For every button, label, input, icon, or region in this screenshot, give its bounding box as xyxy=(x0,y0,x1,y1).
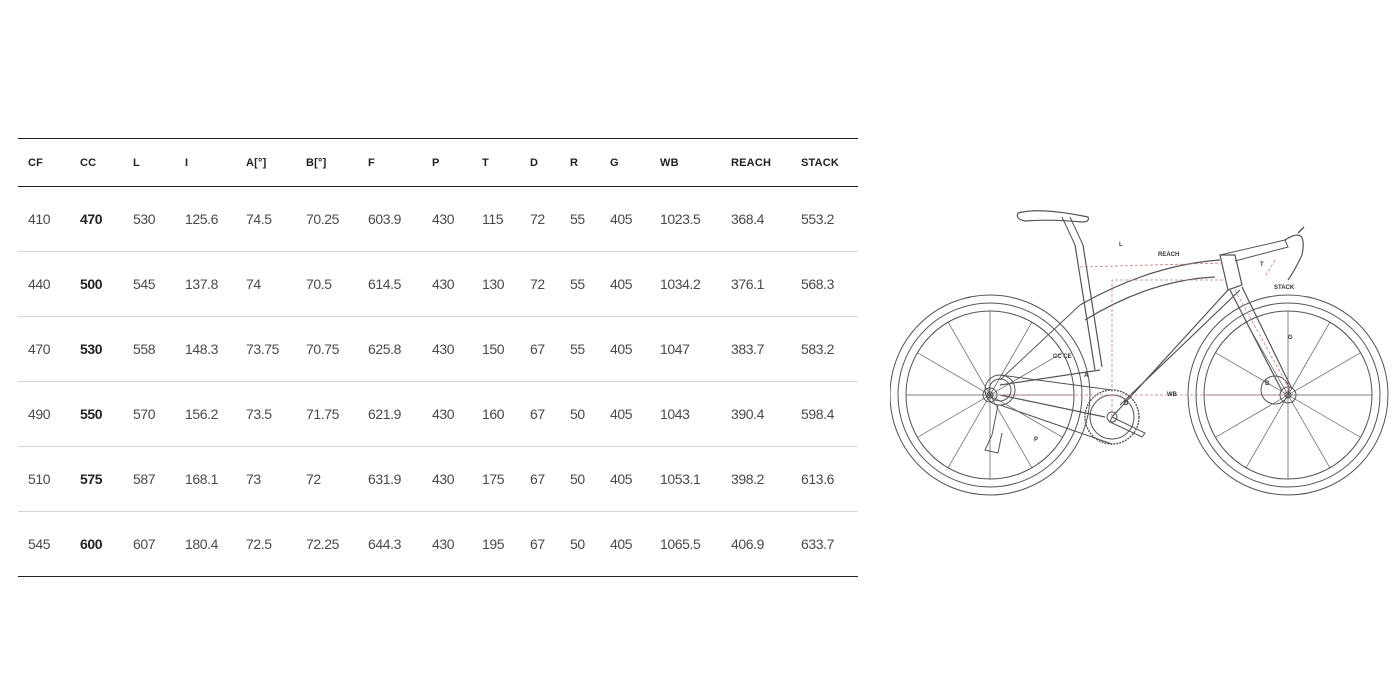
table-cell: 553.2 xyxy=(801,211,835,227)
label-p: P xyxy=(1034,437,1039,443)
label-g: G xyxy=(1288,335,1293,341)
table-cell: 430 xyxy=(432,536,455,552)
table-cell: 148.3 xyxy=(185,341,219,357)
table-row xyxy=(18,382,858,447)
column-header-9: D xyxy=(530,156,539,169)
table-cell: 137.8 xyxy=(185,276,219,292)
label-cc-ce: CC CE xyxy=(1053,354,1072,360)
table-cell: 631.9 xyxy=(368,471,402,487)
table-cell: 175 xyxy=(482,471,505,487)
column-header-5: B[°] xyxy=(306,156,327,169)
table-cell: 603.9 xyxy=(368,211,402,227)
table-cell: 156.2 xyxy=(185,406,219,422)
table-cell: 406.9 xyxy=(731,536,765,552)
table-cell: 430 xyxy=(432,406,455,422)
table-cell: 376.1 xyxy=(731,276,765,292)
bike-geometry-diagram xyxy=(890,195,1390,505)
table-cell: 621.9 xyxy=(368,406,402,422)
table-cell: 55 xyxy=(570,211,585,227)
label-d: D xyxy=(1124,401,1129,407)
label-stack: STACK xyxy=(1274,285,1295,291)
table-cell: 50 xyxy=(570,471,585,487)
table-cell: 1023.5 xyxy=(660,211,701,227)
table-cell: 71.75 xyxy=(306,406,340,422)
bike-drawing xyxy=(890,195,1390,505)
table-cell: 530 xyxy=(80,341,103,357)
table-cell: 73.5 xyxy=(246,406,272,422)
table-cell: 410 xyxy=(28,211,51,227)
table-cell: 545 xyxy=(133,276,156,292)
table-cell: 168.1 xyxy=(185,471,219,487)
table-cell: 70.25 xyxy=(306,211,340,227)
table-cell: 72 xyxy=(530,276,545,292)
table-cell: 72.5 xyxy=(246,536,272,552)
table-cell: 405 xyxy=(610,341,633,357)
table-cell: 430 xyxy=(432,276,455,292)
table-cell: 510 xyxy=(28,471,51,487)
table-cell: 600 xyxy=(80,536,103,552)
table-cell: 390.4 xyxy=(731,406,765,422)
table-cell: 405 xyxy=(610,406,633,422)
table-cell: 568.3 xyxy=(801,276,835,292)
table-header-row xyxy=(18,139,858,187)
table-cell: 614.5 xyxy=(368,276,402,292)
table-cell: 160 xyxy=(482,406,505,422)
column-header-4: A[°] xyxy=(246,156,267,169)
table-cell: 180.4 xyxy=(185,536,219,552)
column-header-1: CC xyxy=(80,156,97,169)
table-cell: 633.7 xyxy=(801,536,835,552)
table-cell: 72 xyxy=(530,211,545,227)
table-cell: 430 xyxy=(432,211,455,227)
table-cell: 368.4 xyxy=(731,211,765,227)
geometry-table-container xyxy=(18,138,858,577)
column-header-10: R xyxy=(570,156,579,169)
column-header-8: T xyxy=(482,156,489,169)
table-cell: 67 xyxy=(530,406,545,422)
table-cell: 470 xyxy=(80,211,103,227)
reach-line xyxy=(1080,263,1225,267)
table-cell: 1047 xyxy=(660,341,690,357)
label-wb: WB xyxy=(1167,392,1177,398)
table-cell: 115 xyxy=(482,211,504,227)
table-cell: 1065.5 xyxy=(660,536,701,552)
table-cell: 558 xyxy=(133,341,156,357)
table-cell: 405 xyxy=(610,276,633,292)
table-cell: 405 xyxy=(610,211,633,227)
column-header-11: G xyxy=(610,156,619,169)
table-cell: 1034.2 xyxy=(660,276,701,292)
column-header-6: F xyxy=(368,156,375,169)
table-cell: 73 xyxy=(246,471,261,487)
table-cell: 575 xyxy=(80,471,103,487)
table-cell: 70.75 xyxy=(306,341,340,357)
table-cell: 405 xyxy=(610,471,633,487)
table-cell: 1053.1 xyxy=(660,471,701,487)
table-cell: 74 xyxy=(246,276,261,292)
table-cell: 74.5 xyxy=(246,211,272,227)
geometry-table xyxy=(18,138,858,577)
table-cell: 625.8 xyxy=(368,341,402,357)
column-header-3: I xyxy=(185,156,189,169)
column-header-0: CF xyxy=(28,156,44,169)
table-cell: 470 xyxy=(28,341,51,357)
table-cell: 583.2 xyxy=(801,341,835,357)
column-header-7: P xyxy=(432,156,440,169)
label-l: L xyxy=(1119,242,1123,248)
table-cell: 73.75 xyxy=(246,341,280,357)
table-cell: 598.4 xyxy=(801,406,835,422)
label-b: B xyxy=(1265,381,1270,387)
table-cell: 195 xyxy=(482,536,505,552)
table-cell: 55 xyxy=(570,341,585,357)
table-row xyxy=(18,317,858,382)
table-cell: 398.2 xyxy=(731,471,765,487)
table-cell: 67 xyxy=(530,536,545,552)
table-cell: 550 xyxy=(80,406,103,422)
table-row xyxy=(18,187,858,252)
column-header-13: REACH xyxy=(731,156,772,169)
table-row xyxy=(18,447,858,512)
table-cell: 1043 xyxy=(660,406,690,422)
table-cell: 67 xyxy=(530,341,545,357)
table-row xyxy=(18,512,858,577)
table-cell: 545 xyxy=(28,536,51,552)
table-cell: 440 xyxy=(28,276,51,292)
column-header-12: WB xyxy=(660,156,679,169)
table-cell: 500 xyxy=(80,276,103,292)
table-cell: 67 xyxy=(530,471,545,487)
table-cell: 72.25 xyxy=(306,536,340,552)
table-body xyxy=(18,187,858,577)
label-reach: REACH xyxy=(1158,252,1180,258)
column-header-2: L xyxy=(133,156,140,169)
label-t: T xyxy=(1260,262,1264,268)
table-cell: 490 xyxy=(28,406,51,422)
table-cell: 613.6 xyxy=(801,471,835,487)
label-a: A xyxy=(1084,373,1089,379)
table-cell: 430 xyxy=(432,341,455,357)
table-cell: 383.7 xyxy=(731,341,765,357)
table-cell: 150 xyxy=(482,341,505,357)
table-cell: 430 xyxy=(432,471,455,487)
table-cell: 50 xyxy=(570,406,585,422)
table-cell: 587 xyxy=(133,471,156,487)
table-cell: 607 xyxy=(133,536,156,552)
table-cell: 72 xyxy=(306,471,321,487)
column-header-14: STACK xyxy=(801,156,840,169)
table-cell: 644.3 xyxy=(368,536,402,552)
table-cell: 55 xyxy=(570,276,585,292)
table-cell: 50 xyxy=(570,536,585,552)
table-cell: 70.5 xyxy=(306,276,332,292)
table-cell: 125.6 xyxy=(185,211,219,227)
table-cell: 130 xyxy=(482,276,505,292)
table-cell: 570 xyxy=(133,406,156,422)
table-cell: 405 xyxy=(610,536,633,552)
table-row xyxy=(18,252,858,317)
table-cell: 530 xyxy=(133,211,156,227)
